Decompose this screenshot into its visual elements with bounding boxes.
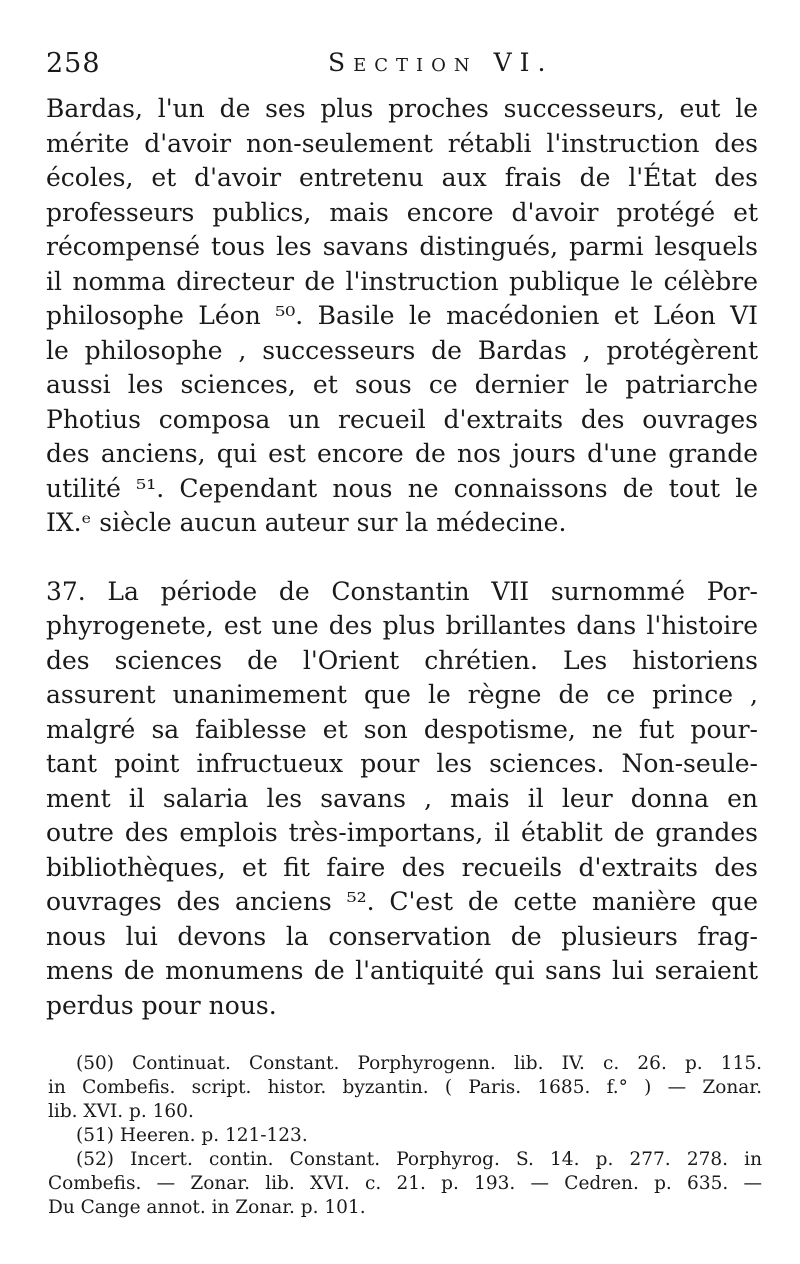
text-line: malgré sa faiblesse et son despotisme, ne fut pour- — [46, 714, 758, 744]
text-line: le philosophe , successeurs de Bardas , protégèrent — [46, 335, 758, 365]
text-line: 37. La période de Constantin VII surnommé Por- — [46, 576, 758, 606]
text-line: Bardas, l'un de ses plus proches successeurs, eut le — [46, 94, 758, 123]
text-line: philosophe Léon ⁵⁰. Basile le macédonien et Léon VI — [46, 301, 758, 330]
text-line: perdus pour nous. — [46, 990, 277, 1020]
text-line: mens de monumens de l'antiquité qui sans lui seraient — [46, 956, 758, 985]
text-line: phyrogenete, est une des plus brillantes dans l'histoire — [46, 611, 758, 640]
text-line: des sciences de l'Orient chrétien. Les historiens — [46, 645, 758, 675]
footnote-52: (52) Incert. contin. Constant. Porphyrog. S. 14. p. 277. 278. in — [76, 1149, 762, 1170]
page-number: 258 — [46, 48, 101, 79]
text-line: IX.ᵉ siècle aucun auteur sur la médecine. — [46, 508, 567, 537]
text-line: utilité ⁵¹. Cependant nous ne connaissons de tout le — [46, 473, 758, 503]
footnote-line: Combefis. — Zonar. lib. XVI. c. 21. p. 193. — Cedren. p. 635. — — [48, 1173, 762, 1194]
section-title: Section VI. — [328, 48, 554, 77]
footnote-line: Du Cange annot. in Zonar. p. 101. — [48, 1197, 366, 1218]
text-line: tant point infructueux pour les sciences. Non-seule- — [46, 749, 758, 778]
footnotes — [48, 1052, 762, 1220]
text-line: aussi les sciences, et sous ce dernier le patriarche — [46, 370, 758, 399]
text-line: ouvrages des anciens ⁵². C'est de cette manière que — [46, 887, 758, 916]
footnote-50: (50) Continuat. Constant. Porphyrogenn. lib. IV. c. 26. p. 115. — [76, 1053, 762, 1074]
text-line: Photius composa un recueil d'extraits des ouvrages — [46, 404, 758, 434]
text-line: professeurs publics, mais encore d'avoir protégé et — [46, 197, 758, 227]
text-line: ment il salaria les savans , mais il leur donna en — [46, 783, 758, 813]
text-line: nous lui devons la conservation de plusieurs frag- — [46, 921, 758, 951]
main-text — [46, 92, 758, 1023]
text-line: outre des emplois très-importans, il établit de grandes — [46, 818, 758, 847]
text-line: bibliothèques, et fit faire des recueils d'extraits des — [46, 852, 758, 882]
footnote-51: (51) Heeren. p. 121-123. — [76, 1125, 308, 1146]
paragraph-1 — [46, 92, 758, 541]
paragraph-gap — [46, 541, 758, 575]
text-line: il nomma directeur de l'instruction publique le célèbre — [46, 266, 758, 296]
footnote-line: lib. XVI. p. 160. — [48, 1101, 194, 1122]
footnote-line: in Combefis. script. histor. byzantin. ( Paris. 1685. f.° ) — Zonar. — [48, 1077, 762, 1098]
text-line: assurent unanimement que le règne de ce prince , — [46, 680, 758, 709]
text-line: écoles, et d'avoir entretenu aux frais de l'État des — [46, 163, 758, 192]
text-line: récompensé tous les savans distingués, parmi lesquels — [46, 232, 758, 261]
text-line: mérite d'avoir non-seulement rétabli l'instruction des — [46, 128, 758, 158]
page-header — [46, 44, 776, 80]
text-line: des anciens, qui est encore de nos jours d'une grande — [46, 439, 758, 468]
paragraph-37 — [46, 575, 758, 1024]
